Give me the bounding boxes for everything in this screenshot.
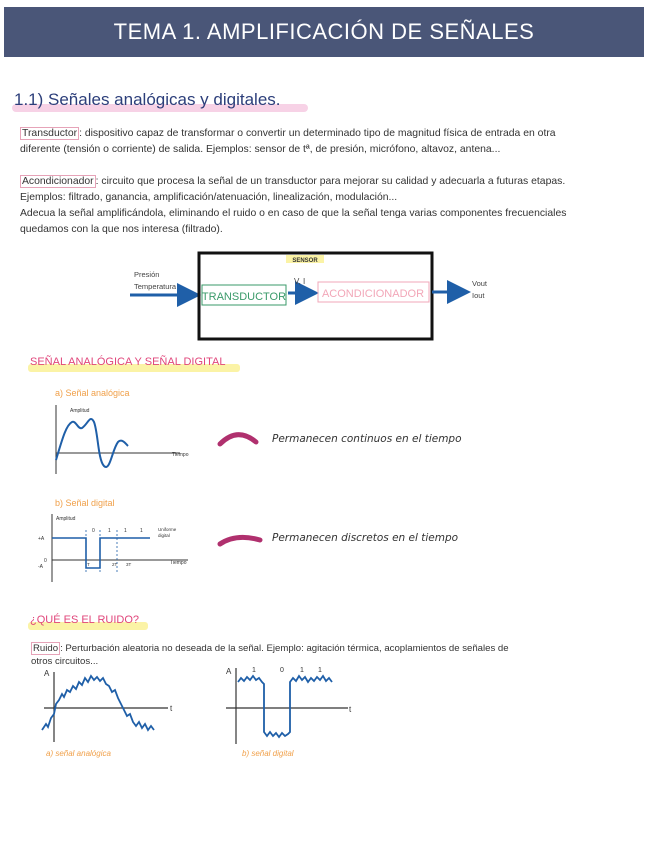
acondicionador-paragraph [20,174,566,238]
transductor-block-label: TRANSDUCTOR [201,291,287,303]
block-diagram [0,244,656,348]
digital-label: b) Señal digital [55,498,115,508]
noise-d-axis-a: A [226,667,232,676]
digital-bit-1: 0 [92,528,95,534]
noise-a-axis-a: A [44,669,50,678]
digital-bit-3: 1 [124,528,127,534]
digital-bit-4: 1 [140,528,143,534]
mid-label: V, I [294,277,306,286]
digital-note: Permanecen discretos en el tiempo [272,532,459,544]
output-label-1: Vout [472,279,488,288]
analog-wave [56,419,128,467]
acondicionador-term: Acondicionador [22,176,94,187]
analog-note: Permanecen continuos en el tiempo [272,433,462,445]
acondicionador-line4: quedamos con la que nos interesa (filtrado). [20,224,223,235]
digital-minus-a: -A [38,564,43,570]
noise-line2: otros circuitos... [31,656,99,667]
transductor-line2: diferente (tensión o corriente) de salida. Ejemplos: sensor de tª, de presión, micrófono, altavoz, antena... [20,144,501,155]
noise-d-caption: b) señal digital [242,749,294,758]
noise-term: Ruido [33,643,59,654]
digital-arrow-stroke [214,530,268,554]
acondicionador-line1: : circuito que procesa la señal de un transductor para mejorar su calidad y adecuarla a futuras etapas. [95,176,566,187]
section-title: 1.1) Señales analógicas y digitales. [14,90,281,109]
noise-digital-wave [238,676,332,737]
output-label-2: Iout [472,291,485,300]
noise-a-caption: a) señal analógica [46,749,111,758]
digital-time-3: 3T [126,562,132,567]
transductor-line1: : dispositivo capaz de transformar o convertir un determinado tipo de magnitud física de entrada en otra [79,128,556,139]
acondicionador-block-label: ACONDICIONADOR [321,288,425,300]
analog-arrow-stroke [214,430,264,454]
digital-plot [28,510,208,590]
input-label-2: Temperatura [134,282,177,291]
analog-y-label: Amplitud [70,408,90,414]
digital-plus-a: +A [38,536,45,542]
digital-time-1: T [87,562,90,567]
page-header [4,7,644,57]
analog-label: a) Señal analógica [55,388,130,398]
digital-y-label: Amplitud [56,516,76,522]
input-label-1: Presión [134,270,160,279]
noise-d-bit-4: 1 [318,667,322,674]
noise-heading: ¿QUÉ ES EL RUIDO? [30,614,140,626]
digital-zero: 0 [44,558,47,564]
noise-d-bit-2: 0 [280,667,284,674]
noise-a-axis-t: t [170,704,173,713]
acondicionador-line3: Adecua la señal amplificándola, eliminando el ruido o en caso de que la señal tenga varias componentes frecuenciales [20,208,567,219]
acondicionador-line2: Ejemplos: filtrado, ganancia, amplificación/atenuación, linealización, modulación... [20,192,398,203]
analog-plot [48,400,198,480]
sensor-label: SENSOR [292,258,318,264]
transductor-paragraph [20,126,556,158]
noise-analog-wave [42,676,154,730]
digital-x-label: Tiempo [170,560,187,566]
noise-d-axis-t: t [349,705,352,714]
noise-d-bit-3: 1 [300,667,304,674]
page-title: TEMA 1. AMPLIFICACIÓN DE SEÑALES [113,19,535,44]
analog-x-label: Tiempo [172,452,189,458]
digital-wave [52,538,150,568]
digital-bit-2: 1 [108,528,111,534]
digital-legend-1: Uniforme [158,527,177,532]
transductor-term: Transductor [22,128,78,139]
noise-d-bit-1: 1 [252,667,256,674]
noise-digital-plot [222,662,362,762]
analog-digital-heading: SEÑAL ANALÓGICA Y SEÑAL DIGITAL [30,356,226,368]
noise-analog-plot [36,664,186,764]
digital-time-2: 2T [112,562,118,567]
noise-line1: : Perturbación aleatoria no deseada de la señal. Ejemplo: agitación térmica, acoplamientos de señales de [60,643,509,654]
digital-legend-2: digital [158,533,170,538]
